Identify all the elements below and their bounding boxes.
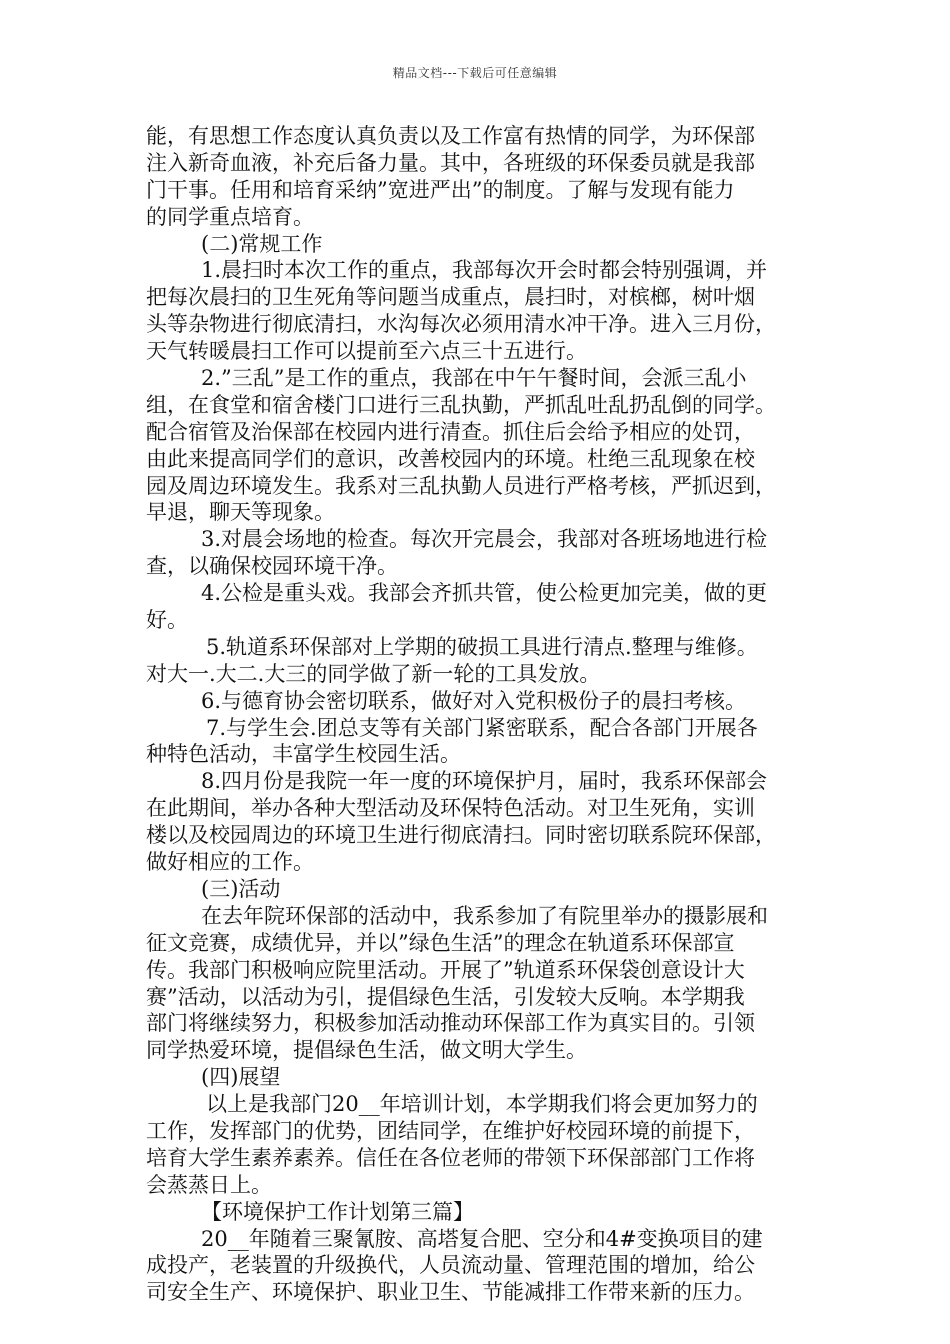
paragraph-line: 配合宿管及治保部在校园内进行清查。抓住后会给予相应的处罚， — [146, 419, 755, 444]
section-heading: (二)常规工作 — [201, 231, 323, 256]
paragraph-line: 20__年随着三聚氰胺、高塔复合肥、空分和4#变换项目的建 — [201, 1226, 763, 1251]
paragraph-line: 好。 — [146, 608, 188, 633]
section-heading: (三)活动 — [201, 876, 281, 901]
paragraph-line: 种特色活动，丰富学生校园生活。 — [146, 742, 461, 767]
page-header: 精品文档---下载后可任意编辑 — [392, 66, 558, 80]
paragraph-line: 的同学重点培育。 — [146, 204, 314, 229]
paragraph-line: 头等杂物进行彻底清扫，水沟每次必须用清水冲干净。进入三月份， — [146, 312, 776, 337]
paragraph-line: 1.晨扫时本次工作的重点，我部每次开会时都会特别强调，并 — [201, 258, 768, 283]
paragraph-line: 做好相应的工作。 — [146, 850, 314, 875]
paragraph-line: 注入新奇血液，补充后备力量。其中，各班级的环保委员就是我部 — [146, 150, 755, 175]
paragraph-line: 部门将继续努力，积极参加活动推动环保部工作为真实目的。引领 — [146, 1011, 755, 1036]
paragraph-line: 传。我部门积极响应院里活动。开展了”轨道系环保袋创意设计大 — [146, 957, 745, 982]
paragraph-line: 4.公检是重头戏。我部会齐抓共管，使公检更加完美，做的更 — [201, 581, 768, 606]
paragraph-line: 培育大学生素养素养。信任在各位老师的带领下环保部部门工作将 — [146, 1145, 755, 1170]
paragraph-line: 征文竞赛，成绩优异，并以”绿色生活”的理念在轨道系环保部宣 — [146, 930, 735, 955]
paragraph-line: 司安全生产、环境保护、职业卫生、节能减排工作带来新的压力。 — [146, 1280, 755, 1305]
paragraph-line: 门干事。任用和培育采纳”宽进严出”的制度。了解与发现有能力 — [146, 177, 735, 202]
paragraph-line: 同学热爱环境，提倡绿色生活，做文明大学生。 — [146, 1038, 587, 1063]
paragraph-line: 把每次晨扫的卫生死角等问题当成重点，晨扫时，对槟榔，树叶烟 — [146, 285, 755, 310]
paragraph-line: 组，在食堂和宿舍楼门口进行三乱执勤，严抓乱吐乱扔乱倒的同学。 — [146, 392, 776, 417]
section-heading: (四)展望 — [201, 1065, 281, 1090]
paragraph-line: 能，有思想工作态度认真负责以及工作富有热情的同学，为环保部 — [146, 124, 755, 148]
paragraph-line: 8.四月份是我院一年一度的环境保护月，届时，我系环保部会 — [201, 769, 768, 794]
paragraph-line: 对大一.大二.大三的同学做了新一轮的工具发放。 — [146, 661, 601, 686]
paragraph-line: 成投产，老装置的升级换代，人员流动量、管理范围的增加，给公 — [146, 1253, 755, 1278]
paragraph-line: 楼以及校园周边的环境卫生进行彻底清扫。同时密切联系院环保部， — [146, 823, 776, 848]
paragraph-line: 在去年院环保部的活动中，我系参加了有院里举办的摄影展和 — [201, 903, 768, 928]
paragraph-line: 园及周边环境发生。我系对三乱执勤人员进行严格考核，严抓迟到， — [146, 473, 776, 498]
paragraph-line: 由此来提高同学们的意识，改善校园内的环境。杜绝三乱现象在校 — [146, 446, 755, 471]
paragraph-line: 工作，发挥部门的优势，团结同学，在维护好校园环境的前提下， — [146, 1118, 755, 1143]
document-body — [146, 123, 826, 1306]
paragraph-line: 7.与学生会.团总支等有关部门紧密联系，配合各部门开展各 — [206, 715, 758, 740]
paragraph-line: 6.与德育协会密切联系，做好对入党积极份子的晨扫考核。 — [201, 688, 747, 713]
section-title: 【环境保护工作计划第三篇】 — [201, 1199, 474, 1224]
paragraph-line: 5.轨道系环保部对上学期的破损工具进行清点.整理与维修。 — [206, 634, 758, 659]
paragraph-line: 2.”三乱”是工作的重点，我部在中午午餐时间，会派三乱小 — [201, 366, 747, 391]
paragraph-line: 会蒸蒸日上。 — [146, 1172, 272, 1197]
paragraph-line: 天气转暖晨扫工作可以提前至六点三十五进行。 — [146, 339, 587, 364]
paragraph-line: 赛”活动，以活动为引，提倡绿色生活，引发较大反响。本学期我 — [146, 984, 745, 1009]
paragraph-line: 3.对晨会场地的检查。每次开完晨会，我部对各班场地进行检 — [201, 527, 768, 552]
paragraph-line: 查，以确保校园环境干净。 — [146, 554, 398, 579]
paragraph-line: 早退，聊天等现象。 — [146, 500, 335, 525]
paragraph-line: 在此期间，举办各种大型活动及环保特色活动。对卫生死角，实训 — [146, 796, 755, 821]
paragraph-line: 以上是我部门20__年培训计划，本学期我们将会更加努力的 — [206, 1092, 758, 1117]
